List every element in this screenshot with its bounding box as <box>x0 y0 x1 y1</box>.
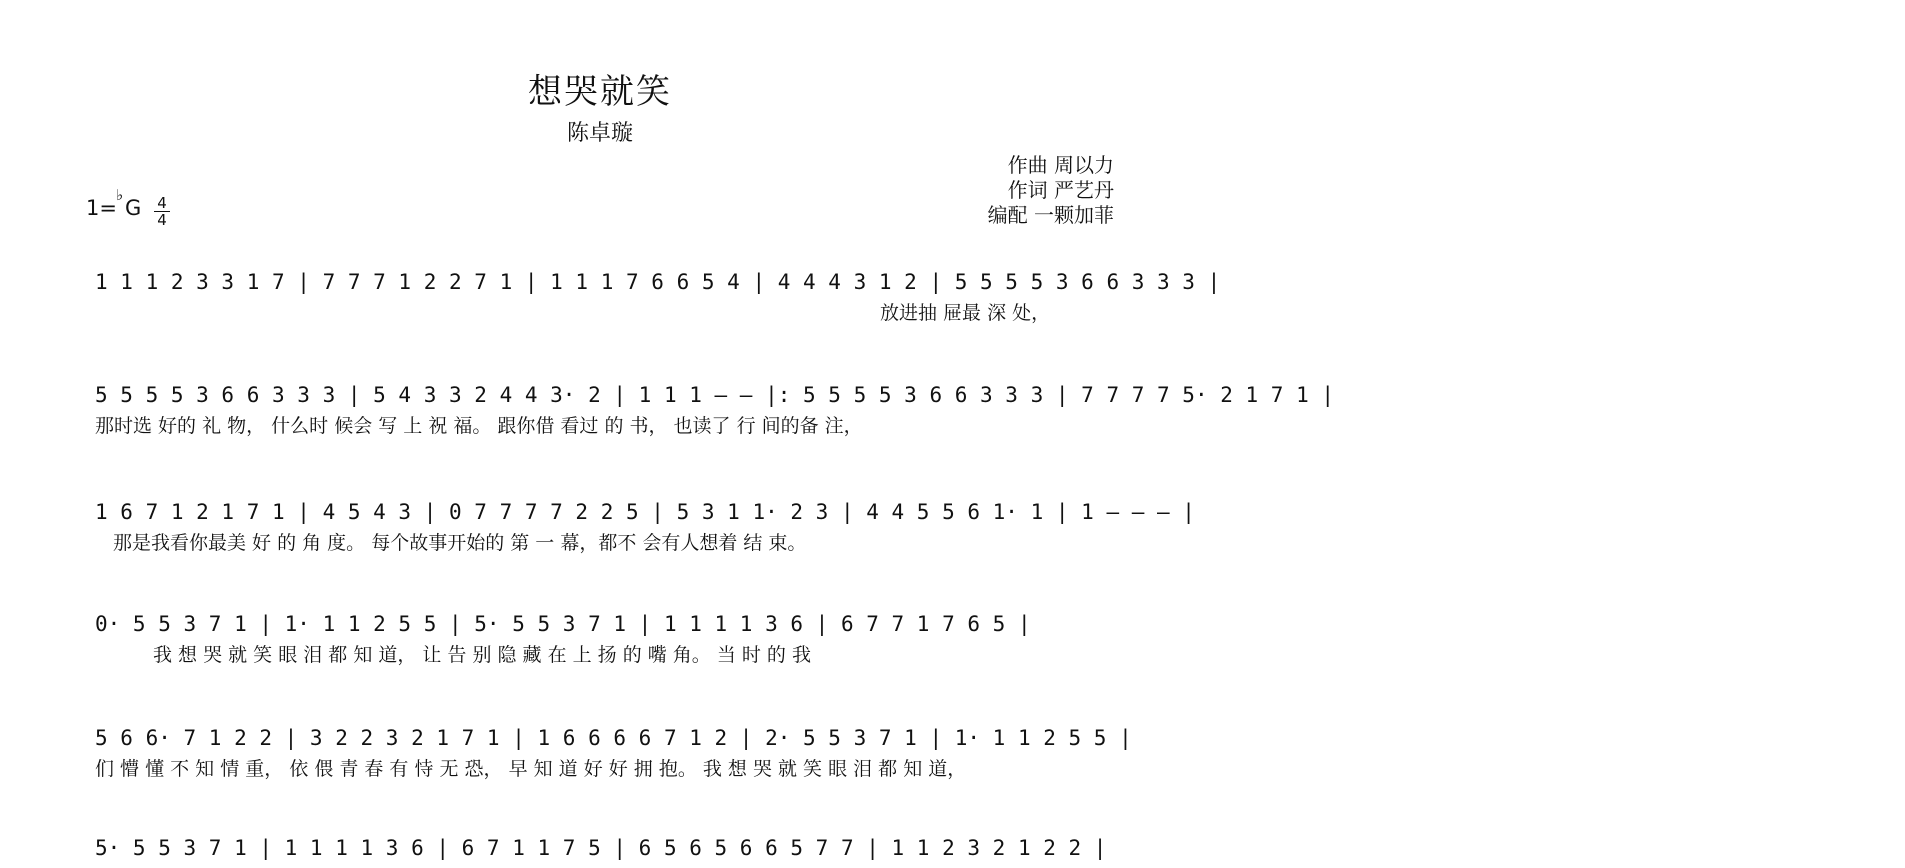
notation-line: 1 1 1 2 3 3 1 7 | 7 7 7 1 2 2 7 1 | 1 1 1 7 6 6 5 4 | 4 4 4 3 1 2 | 5 5 5 5 3 6 6 3 3 3 | <box>95 270 1221 294</box>
time-signature-top: 4 <box>157 194 167 212</box>
key-prefix: 1= <box>86 196 117 220</box>
time-signature-bottom: 4 <box>157 211 167 229</box>
lyrics-line: 放进抽 屉最 深 处， <box>880 302 1051 324</box>
key-note: G <box>124 196 142 220</box>
lyrics-line: 们 懵 懂 不 知 情 重， 依 偎 青 春 有 恃 无 恐， 早 知 道 好 好 拥 抱。 我 想 哭 就 笑 眼 泪 都 知 道， <box>95 758 967 780</box>
credits-block <box>988 153 1114 228</box>
notation-line: 5 5 5 5 3 6 6 3 3 3 | 5 4 3 3 2 4 4 3· 2 | 1 1 1 — — |: 5 5 5 5 3 6 6 3 3 3 | 7 7 7 7 5· 2 1 7 1 | <box>95 383 1335 407</box>
notation-line: 5· 5 5 3 7 1 | 1 1 1 1 3 6 | 6 7 1 1 7 5 | 6 5 6 5 6 6 5 7 7 | 1 1 2 3 2 1 2 2 | <box>95 836 1107 860</box>
lyrics-line: 我 想 哭 就 笑 眼 泪 都 知 道， 让 告 别 隐 藏 在 上 扬 的 嘴 角。 当 时 的 我 <box>153 644 811 666</box>
notation-line: 5 6 6· 7 1 2 2 | 3 2 2 3 2 1 7 1 | 1 6 6 6 6 7 1 2 | 2· 5 5 3 7 1 | 1· 1 1 2 5 5 | <box>95 726 1132 750</box>
arranger-credit: 编配 一颗加菲 <box>987 203 1114 227</box>
flat-sign: ♭ <box>116 186 124 204</box>
lyrics-line: 那是我看你最美 好 的 角 度。 每个故事开始的 第 一 幕，都不 会有人想着 结 束。 <box>113 532 807 554</box>
notation-line: 1 6 7 1 2 1 7 1 | 4 5 4 3 | 0 7 7 7 7 2 2 5 | 5 3 1 1· 2 3 | 4 4 5 5 6 1· 1 | 1 — — — | <box>95 500 1195 524</box>
notation-line: 0· 5 5 3 7 1 | 1· 1 1 2 5 5 | 5· 5 5 3 7 1 | 1 1 1 1 3 6 | 6 7 7 1 7 6 5 | <box>95 612 1031 636</box>
singer-name: 陈卓璇 <box>566 121 633 146</box>
time-signature <box>152 196 172 227</box>
song-title: 想哭就笑 <box>528 72 672 112</box>
composer-credit: 作曲 周以力 <box>1007 153 1114 177</box>
lyricist-credit: 作词 严艺丹 <box>1007 178 1114 202</box>
key-signature <box>86 186 142 220</box>
lyrics-line: 那时选 好的 礼 物， 什么时 候会 写 上 祝 福。 跟你借 看过 的 书， 也读了 行 间的备 注， <box>95 415 863 437</box>
